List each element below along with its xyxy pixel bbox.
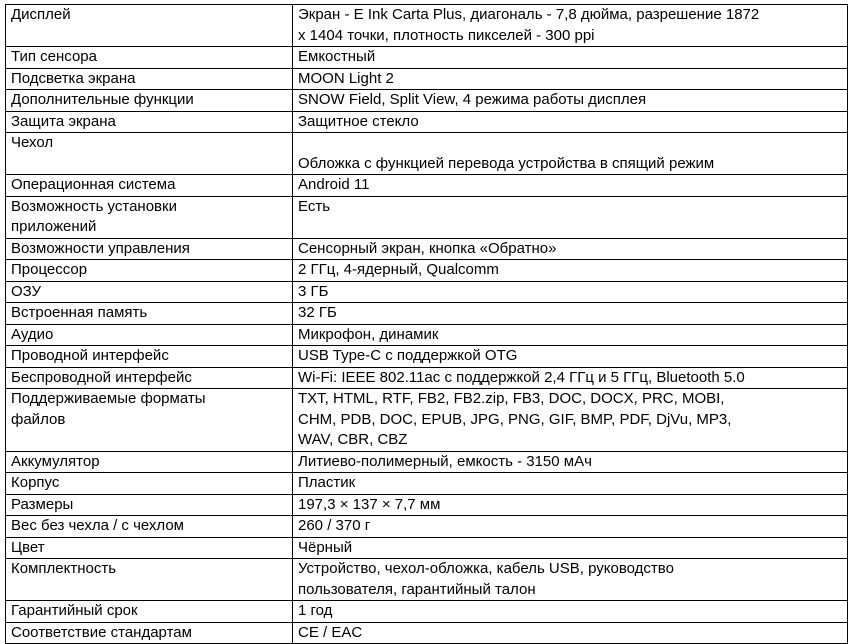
- table-row: [6, 68, 848, 90]
- table-row: [6, 494, 848, 516]
- spec-value: 3 ГБ: [293, 281, 848, 303]
- table-row: [6, 281, 848, 303]
- table-row: [6, 389, 848, 452]
- table-row: [6, 559, 848, 601]
- spec-value: MOON Light 2: [293, 68, 848, 90]
- table-row: [6, 196, 848, 238]
- table-row: [6, 451, 848, 473]
- table-row: [6, 622, 848, 644]
- table-row: [6, 133, 848, 175]
- spec-value: CE / EAC: [293, 622, 848, 644]
- table-row: [6, 324, 848, 346]
- spec-label: Тип сенсора: [6, 47, 293, 69]
- spec-label: Дисплей: [6, 5, 293, 47]
- spec-label: Дополнительные функции: [6, 90, 293, 112]
- table-row: [6, 260, 848, 282]
- spec-value: Литиево-полимерный, емкость - 3150 мАч: [293, 451, 848, 473]
- spec-value: Android 11: [293, 175, 848, 197]
- spec-label: Подсветка экрана: [6, 68, 293, 90]
- table-row: [6, 537, 848, 559]
- table-row: [6, 175, 848, 197]
- spec-value: Есть: [293, 196, 848, 238]
- spec-label: Размеры: [6, 494, 293, 516]
- spec-value: Защитное стекло: [293, 111, 848, 133]
- spec-label: Поддерживаемые форматы файлов: [6, 389, 293, 452]
- spec-value: Устройство, чехол-обложка, кабель USB, руководство пользователя, гарантийный талон: [293, 559, 848, 601]
- spec-label: Защита экрана: [6, 111, 293, 133]
- spec-label: Корпус: [6, 473, 293, 495]
- table-row: [6, 346, 848, 368]
- spec-value: Обложка с функцией перевода устройства в спящий режим: [293, 133, 848, 175]
- spec-label: Чехол: [6, 133, 293, 175]
- spec-value: 1 год: [293, 601, 848, 623]
- spec-value: Сенсорный экран, кнопка «Обратно»: [293, 238, 848, 260]
- table-row: [6, 303, 848, 325]
- spec-value: Экран - E Ink Carta Plus, диагональ - 7,8 дюйма, разрешение 1872 х 1404 точки, плотность пикселей - 300 ppi: [293, 5, 848, 47]
- spec-label: Комплектность: [6, 559, 293, 601]
- table-row: [6, 111, 848, 133]
- spec-label: Операционная система: [6, 175, 293, 197]
- spec-label: ОЗУ: [6, 281, 293, 303]
- spec-value: USB Type-C с поддержкой OTG: [293, 346, 848, 368]
- spec-label: Беспроводной интерфейс: [6, 367, 293, 389]
- spec-label: Вес без чехла / с чехлом: [6, 516, 293, 538]
- spec-value: 32 ГБ: [293, 303, 848, 325]
- table-row: [6, 238, 848, 260]
- specifications-table: [5, 4, 848, 644]
- spec-value: Микрофон, динамик: [293, 324, 848, 346]
- table-row: [6, 5, 848, 47]
- spec-value: Wi-Fi: IEEE 802.11ac с поддержкой 2,4 ГГц и 5 ГГц, Bluetooth 5.0: [293, 367, 848, 389]
- table-row: [6, 47, 848, 69]
- spec-value: 260 / 370 г: [293, 516, 848, 538]
- table-row: [6, 473, 848, 495]
- spec-value: Пластик: [293, 473, 848, 495]
- specifications-table-body: [6, 5, 848, 644]
- spec-label: Возможности управления: [6, 238, 293, 260]
- spec-label: Соответствие стандартам: [6, 622, 293, 644]
- spec-label: Встроенная память: [6, 303, 293, 325]
- spec-value: Емкостный: [293, 47, 848, 69]
- spec-label: Аккумулятор: [6, 451, 293, 473]
- spec-value: TXT, HTML, RTF, FB2, FB2.zip, FB3, DOC, DOCX, PRC, MOBI, CHM, PDB, DOC, EPUB, JPG, PNG, GIF, BMP, PDF, DjVu, MP3, WAV, CBR, CBZ: [293, 389, 848, 452]
- spec-label: Цвет: [6, 537, 293, 559]
- spec-value: 197,3 × 137 × 7,7 мм: [293, 494, 848, 516]
- spec-label: Гарантийный срок: [6, 601, 293, 623]
- table-row: [6, 367, 848, 389]
- table-row: [6, 90, 848, 112]
- spec-label: Проводной интерфейс: [6, 346, 293, 368]
- spec-value: SNOW Field, Split View, 4 режима работы дисплея: [293, 90, 848, 112]
- spec-label: Возможность установки приложений: [6, 196, 293, 238]
- spec-label: Аудио: [6, 324, 293, 346]
- table-row: [6, 516, 848, 538]
- spec-value: 2 ГГц, 4-ядерный, Qualcomm: [293, 260, 848, 282]
- spec-label: Процессор: [6, 260, 293, 282]
- spec-value: Чёрный: [293, 537, 848, 559]
- table-row: [6, 601, 848, 623]
